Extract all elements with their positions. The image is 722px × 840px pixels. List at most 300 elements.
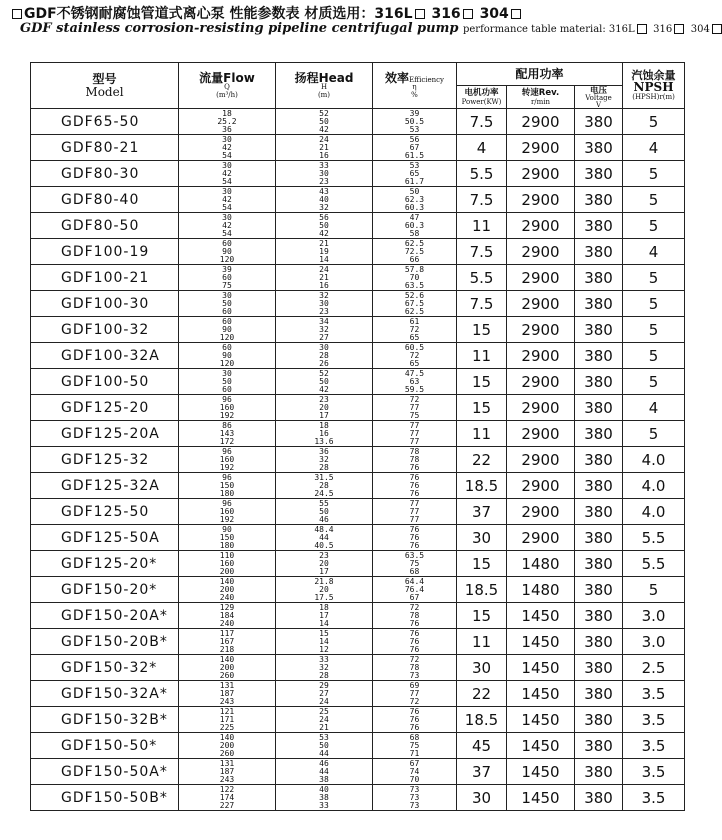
flow-cell-value: 184 xyxy=(219,610,235,620)
flow-cell-value: 30 xyxy=(222,186,232,196)
voltage-cell: 380 xyxy=(575,421,623,447)
head-cell-value: 17 xyxy=(319,566,329,576)
efficiency-cell-value: 77 xyxy=(409,688,420,698)
head-cell xyxy=(276,161,373,187)
head-cell-value: 21 xyxy=(319,722,329,732)
head-cell-value: 40.5 xyxy=(314,540,334,550)
npsh-cell: 5 xyxy=(623,161,685,187)
efficiency-cell-value: 76 xyxy=(409,714,420,724)
power-cell: 15 xyxy=(457,395,507,421)
efficiency-cell xyxy=(373,447,457,473)
voltage-cell: 380 xyxy=(575,655,623,681)
flow-cell-value: 42 xyxy=(222,220,232,230)
power-cell: 15 xyxy=(457,317,507,343)
power-cell: 5.5 xyxy=(457,265,507,291)
head-cell-value: 17 xyxy=(319,410,329,420)
efficiency-cell-value: 72 xyxy=(409,324,420,334)
head-cell-value: 27 xyxy=(319,332,329,342)
header-voltage: 电压 Voltage V xyxy=(575,86,623,109)
efficiency-cell xyxy=(373,603,457,629)
flow-cell-value: 60 xyxy=(222,342,232,352)
head-cell xyxy=(276,681,373,707)
efficiency-cell-value: 77 xyxy=(409,514,420,524)
efficiency-cell-value: 76 xyxy=(409,480,420,490)
efficiency-cell xyxy=(373,577,457,603)
flow-cell-value: 50 xyxy=(222,298,232,308)
efficiency-cell-value: 47.5 xyxy=(404,368,425,378)
flow-cell-value: 39 xyxy=(222,264,232,274)
table-row xyxy=(31,707,685,733)
flow-cell-value: 260 xyxy=(219,670,235,680)
efficiency-cell-value: 76 xyxy=(409,532,420,542)
flow-cell-value: 200 xyxy=(219,584,235,594)
efficiency-cell xyxy=(373,681,457,707)
head-cell-value: 20 xyxy=(319,558,329,568)
flow-cell-value: 30 xyxy=(222,368,232,378)
npsh-cell: 5 xyxy=(623,187,685,213)
voltage-cell: 380 xyxy=(575,525,623,551)
npsh-cell: 5 xyxy=(623,317,685,343)
head-cell-value: 44 xyxy=(319,748,329,758)
flow-cell-value: 160 xyxy=(219,402,235,412)
npsh-cell: 5 xyxy=(623,421,685,447)
power-cell: 15 xyxy=(457,369,507,395)
efficiency-cell xyxy=(373,239,457,265)
efficiency-cell-value: 69 xyxy=(409,680,420,690)
head-cell xyxy=(276,759,373,785)
model-cell: GDF150-50B* xyxy=(31,785,179,811)
flow-cell-value: 260 xyxy=(219,748,235,758)
efficiency-cell xyxy=(373,187,457,213)
speed-cell: 1450 xyxy=(507,759,575,785)
power-cell: 30 xyxy=(457,785,507,811)
head-cell-value: 50 xyxy=(319,116,329,126)
flow-cell xyxy=(179,785,276,811)
power-cell: 15 xyxy=(457,603,507,629)
flow-cell-value: 140 xyxy=(219,576,235,586)
head-cell xyxy=(276,291,373,317)
flow-cell xyxy=(179,681,276,707)
efficiency-cell-value: 67.5 xyxy=(404,298,425,308)
efficiency-cell-value: 76 xyxy=(409,524,420,534)
npsh-cell: 4.0 xyxy=(623,473,685,499)
npsh-cell: 3.5 xyxy=(623,785,685,811)
efficiency-cell-value: 72 xyxy=(409,696,420,706)
efficiency-cell xyxy=(373,395,457,421)
flow-cell-value: 172 xyxy=(219,436,235,446)
flow-cell-value: 54 xyxy=(222,150,232,160)
flow-cell-value: 140 xyxy=(219,654,235,664)
flow-cell-value: 90 xyxy=(222,350,232,360)
voltage-cell: 380 xyxy=(575,317,623,343)
efficiency-cell-value: 60.3 xyxy=(404,202,425,212)
efficiency-cell xyxy=(373,369,457,395)
power-cell: 11 xyxy=(457,421,507,447)
table-row xyxy=(31,499,685,525)
efficiency-cell xyxy=(373,343,457,369)
head-cell xyxy=(276,317,373,343)
power-cell: 18.5 xyxy=(457,707,507,733)
flow-cell-value: 42 xyxy=(222,168,232,178)
head-cell-value: 24 xyxy=(319,696,329,706)
npsh-cell: 3.5 xyxy=(623,733,685,759)
head-cell-value: 32 xyxy=(319,454,329,464)
efficiency-cell-value: 78 xyxy=(409,454,420,464)
head-cell xyxy=(276,629,373,655)
head-cell-value: 18 xyxy=(319,602,329,612)
speed-cell: 2900 xyxy=(507,291,575,317)
model-cell: GDF125-20 xyxy=(31,395,179,421)
head-cell-value: 20 xyxy=(319,402,329,412)
voltage-cell: 380 xyxy=(575,135,623,161)
flow-cell-value: 243 xyxy=(219,696,235,706)
npsh-cell: 3.5 xyxy=(623,707,685,733)
efficiency-cell-value: 59.5 xyxy=(404,384,425,394)
model-cell: GDF125-50 xyxy=(31,499,179,525)
efficiency-cell-value: 73 xyxy=(409,784,420,794)
table-row xyxy=(31,525,685,551)
title-opt-304: 304 xyxy=(479,6,509,22)
table-row xyxy=(31,421,685,447)
flow-cell-value: 150 xyxy=(219,532,235,542)
speed-cell: 2900 xyxy=(507,239,575,265)
head-cell-value: 52 xyxy=(319,368,329,378)
flow-cell-value: 30 xyxy=(222,290,232,300)
efficiency-cell-value: 72 xyxy=(409,654,420,664)
flow-cell-value: 36 xyxy=(222,124,232,134)
head-cell-value: 21 xyxy=(319,238,329,248)
head-cell-value: 34 xyxy=(319,316,329,326)
efficiency-cell xyxy=(373,785,457,811)
head-cell xyxy=(276,655,373,681)
efficiency-cell-value: 61.7 xyxy=(404,176,425,186)
flow-cell xyxy=(179,733,276,759)
head-cell-value: 28 xyxy=(319,462,329,472)
flow-cell-value: 90 xyxy=(222,246,232,256)
head-cell-value: 50 xyxy=(319,220,329,230)
voltage-cell: 380 xyxy=(575,707,623,733)
speed-cell: 2900 xyxy=(507,421,575,447)
voltage-cell: 380 xyxy=(575,499,623,525)
table-row xyxy=(31,603,685,629)
model-cell: GDF80-30 xyxy=(31,161,179,187)
efficiency-cell-value: 60.5 xyxy=(404,342,425,352)
model-cell: GDF150-50A* xyxy=(31,759,179,785)
efficiency-cell-value: 57.8 xyxy=(404,264,425,274)
efficiency-cell-value: 72 xyxy=(409,350,420,360)
npsh-cell: 3.0 xyxy=(623,603,685,629)
model-cell: GDF100-50 xyxy=(31,369,179,395)
voltage-cell: 380 xyxy=(575,681,623,707)
efficiency-cell xyxy=(373,109,457,135)
efficiency-cell xyxy=(373,551,457,577)
voltage-cell: 380 xyxy=(575,759,623,785)
efficiency-cell-value: 73 xyxy=(409,792,420,802)
efficiency-cell-value: 72.5 xyxy=(404,246,425,256)
table-row xyxy=(31,239,685,265)
flow-cell-value: 96 xyxy=(222,394,232,404)
title-en-sub: performance table material: 316L xyxy=(462,24,635,35)
npsh-cell: 4.0 xyxy=(623,447,685,473)
flow-cell-value: 30 xyxy=(222,212,232,222)
head-cell xyxy=(276,421,373,447)
head-cell-value: 56 xyxy=(319,212,329,222)
flow-cell xyxy=(179,551,276,577)
flow-cell-value: 160 xyxy=(219,454,235,464)
power-cell: 11 xyxy=(457,343,507,369)
efficiency-cell-value: 70 xyxy=(409,272,420,282)
efficiency-cell-value: 77 xyxy=(409,498,420,508)
npsh-cell: 5.5 xyxy=(623,525,685,551)
flow-cell-value: 200 xyxy=(219,662,235,672)
flow-cell-value: 225 xyxy=(219,722,235,732)
head-cell-value: 31.5 xyxy=(314,472,334,482)
voltage-cell: 380 xyxy=(575,603,623,629)
header-speed: 转速Rev. r/min xyxy=(507,86,575,109)
head-cell-value: 28 xyxy=(319,670,329,680)
title-en-text: GDF stainless corrosion-resisting pipeline centrifugal pump xyxy=(20,21,459,36)
efficiency-cell-value: 65 xyxy=(409,168,420,178)
efficiency-cell-value: 77 xyxy=(409,506,420,516)
table-row xyxy=(31,343,685,369)
efficiency-cell-value: 63.5 xyxy=(404,550,425,560)
head-cell xyxy=(276,395,373,421)
voltage-cell: 380 xyxy=(575,291,623,317)
efficiency-cell-value: 62.5 xyxy=(404,306,425,316)
npsh-cell: 5 xyxy=(623,343,685,369)
model-cell: GDF150-50* xyxy=(31,733,179,759)
power-cell: 37 xyxy=(457,499,507,525)
speed-cell: 2900 xyxy=(507,265,575,291)
voltage-cell: 380 xyxy=(575,109,623,135)
flow-cell-value: 200 xyxy=(219,566,235,576)
voltage-cell: 380 xyxy=(575,395,623,421)
head-cell-value: 44 xyxy=(319,766,329,776)
efficiency-cell xyxy=(373,291,457,317)
model-cell: GDF80-21 xyxy=(31,135,179,161)
flow-cell-value: 120 xyxy=(219,358,235,368)
flow-cell xyxy=(179,655,276,681)
head-cell-value: 27 xyxy=(319,688,329,698)
checkbox-icon xyxy=(12,9,22,19)
head-cell-value: 17.5 xyxy=(314,592,334,602)
title-opt-316: 316 xyxy=(431,6,461,22)
model-cell: GDF80-50 xyxy=(31,213,179,239)
head-cell-value: 44 xyxy=(319,532,329,542)
model-cell: GDF150-32A* xyxy=(31,681,179,707)
table-row xyxy=(31,785,685,811)
model-cell: GDF150-20* xyxy=(31,577,179,603)
head-cell-value: 55 xyxy=(319,498,329,508)
efficiency-cell xyxy=(373,525,457,551)
table-row xyxy=(31,551,685,577)
head-cell xyxy=(276,499,373,525)
head-cell-value: 42 xyxy=(319,228,329,238)
head-cell-value: 28 xyxy=(319,350,329,360)
flow-cell xyxy=(179,135,276,161)
efficiency-cell-value: 58 xyxy=(409,228,420,238)
head-cell-value: 19 xyxy=(319,246,329,256)
head-cell-value: 12 xyxy=(319,644,329,654)
head-cell xyxy=(276,785,373,811)
head-cell xyxy=(276,343,373,369)
speed-cell: 2900 xyxy=(507,187,575,213)
efficiency-cell xyxy=(373,265,457,291)
table-row xyxy=(31,187,685,213)
flow-cell xyxy=(179,525,276,551)
voltage-cell: 380 xyxy=(575,733,623,759)
flow-cell-value: 129 xyxy=(219,602,235,612)
flow-cell-value: 187 xyxy=(219,766,235,776)
flow-cell xyxy=(179,447,276,473)
head-cell xyxy=(276,551,373,577)
flow-cell-value: 96 xyxy=(222,472,232,482)
head-cell-value: 20 xyxy=(319,584,329,594)
flow-cell-value: 121 xyxy=(219,706,235,716)
voltage-cell: 380 xyxy=(575,161,623,187)
head-cell-value: 30 xyxy=(319,298,329,308)
speed-cell: 2900 xyxy=(507,369,575,395)
flow-cell xyxy=(179,109,276,135)
efficiency-cell-value: 60.3 xyxy=(404,220,425,230)
flow-cell-value: 167 xyxy=(219,636,235,646)
checkbox-icon xyxy=(637,24,647,34)
efficiency-cell-value: 77 xyxy=(409,436,420,446)
efficiency-cell-value: 68 xyxy=(409,732,420,742)
flow-cell-value: 200 xyxy=(219,740,235,750)
efficiency-cell-value: 64.4 xyxy=(404,576,425,586)
power-cell: 11 xyxy=(457,213,507,239)
head-cell-value: 40 xyxy=(319,784,329,794)
head-cell xyxy=(276,265,373,291)
npsh-cell: 3.5 xyxy=(623,681,685,707)
head-cell-value: 42 xyxy=(319,124,329,134)
efficiency-cell-value: 61.5 xyxy=(404,150,425,160)
head-cell-value: 48.4 xyxy=(314,524,334,534)
model-cell: GDF125-20* xyxy=(31,551,179,577)
head-cell-value: 29 xyxy=(319,680,329,690)
flow-cell-value: 160 xyxy=(219,506,235,516)
flow-cell xyxy=(179,317,276,343)
flow-cell-value: 96 xyxy=(222,446,232,456)
efficiency-cell xyxy=(373,499,457,525)
flow-cell-value: 86 xyxy=(222,420,232,430)
head-cell-value: 18 xyxy=(319,420,329,430)
flow-cell-value: 90 xyxy=(222,524,232,534)
head-cell xyxy=(276,473,373,499)
flow-cell-value: 18 xyxy=(222,108,232,118)
flow-cell-value: 160 xyxy=(219,558,235,568)
efficiency-cell-value: 70 xyxy=(409,774,420,784)
efficiency-cell-value: 75 xyxy=(409,558,420,568)
efficiency-cell xyxy=(373,655,457,681)
efficiency-cell-value: 76 xyxy=(409,722,420,732)
head-cell xyxy=(276,577,373,603)
efficiency-cell-value: 47 xyxy=(409,212,420,222)
flow-cell xyxy=(179,603,276,629)
speed-cell: 1450 xyxy=(507,629,575,655)
efficiency-cell-value: 74 xyxy=(409,766,420,776)
power-cell: 30 xyxy=(457,525,507,551)
header-head: 扬程Head H (m) xyxy=(276,63,373,109)
voltage-cell: 380 xyxy=(575,551,623,577)
efficiency-cell xyxy=(373,161,457,187)
document-title-en xyxy=(20,21,722,36)
checkbox-icon xyxy=(463,9,473,19)
power-cell: 22 xyxy=(457,447,507,473)
flow-cell-value: 30 xyxy=(222,134,232,144)
efficiency-cell-value: 76 xyxy=(409,628,420,638)
efficiency-cell-value: 76 xyxy=(409,540,420,550)
table-row xyxy=(31,291,685,317)
speed-cell: 1450 xyxy=(507,707,575,733)
power-cell: 15 xyxy=(457,551,507,577)
model-cell: GDF65-50 xyxy=(31,109,179,135)
flow-cell-value: 243 xyxy=(219,774,235,784)
header-power: 电机功率 Power(KW) xyxy=(457,86,507,109)
flow-cell-value: 240 xyxy=(219,592,235,602)
flow-cell xyxy=(179,759,276,785)
efficiency-cell xyxy=(373,473,457,499)
model-cell: GDF125-32A xyxy=(31,473,179,499)
head-cell-value: 24 xyxy=(319,264,329,274)
flow-cell-value: 180 xyxy=(219,488,235,498)
npsh-cell: 4 xyxy=(623,239,685,265)
npsh-cell: 4 xyxy=(623,135,685,161)
efficiency-cell-value: 67 xyxy=(409,142,420,152)
flow-cell xyxy=(179,265,276,291)
head-cell-value: 46 xyxy=(319,514,329,524)
efficiency-cell-value: 53 xyxy=(409,124,420,134)
efficiency-cell-value: 52.6 xyxy=(404,290,425,300)
flow-cell-value: 30 xyxy=(222,160,232,170)
flow-cell-value: 42 xyxy=(222,142,232,152)
voltage-cell: 380 xyxy=(575,629,623,655)
table-row xyxy=(31,161,685,187)
header-npsh: 汽蚀余量 NPSH (HPSH)r(m) xyxy=(623,63,685,109)
head-cell-value: 33 xyxy=(319,800,329,810)
efficiency-cell xyxy=(373,317,457,343)
efficiency-cell-value: 76 xyxy=(409,618,420,628)
head-cell-value: 32 xyxy=(319,662,329,672)
flow-cell xyxy=(179,343,276,369)
flow-cell-value: 150 xyxy=(219,480,235,490)
head-cell xyxy=(276,525,373,551)
npsh-cell: 5 xyxy=(623,213,685,239)
head-cell-value: 43 xyxy=(319,186,329,196)
npsh-cell: 4.0 xyxy=(623,499,685,525)
table-row xyxy=(31,213,685,239)
flow-cell-value: 143 xyxy=(219,428,235,438)
voltage-cell: 380 xyxy=(575,239,623,265)
voltage-cell: 380 xyxy=(575,265,623,291)
flow-cell-value: 60 xyxy=(222,238,232,248)
speed-cell: 1450 xyxy=(507,785,575,811)
npsh-cell: 5 xyxy=(623,577,685,603)
flow-cell xyxy=(179,369,276,395)
table-row xyxy=(31,265,685,291)
flow-cell-value: 187 xyxy=(219,688,235,698)
efficiency-cell-value: 61 xyxy=(409,316,420,326)
voltage-cell: 380 xyxy=(575,187,623,213)
model-cell: GDF150-20B* xyxy=(31,629,179,655)
flow-cell xyxy=(179,421,276,447)
head-cell-value: 50 xyxy=(319,740,329,750)
head-cell-value: 32 xyxy=(319,324,329,334)
model-cell: GDF100-30 xyxy=(31,291,179,317)
checkbox-icon xyxy=(712,24,722,34)
table-row xyxy=(31,681,685,707)
